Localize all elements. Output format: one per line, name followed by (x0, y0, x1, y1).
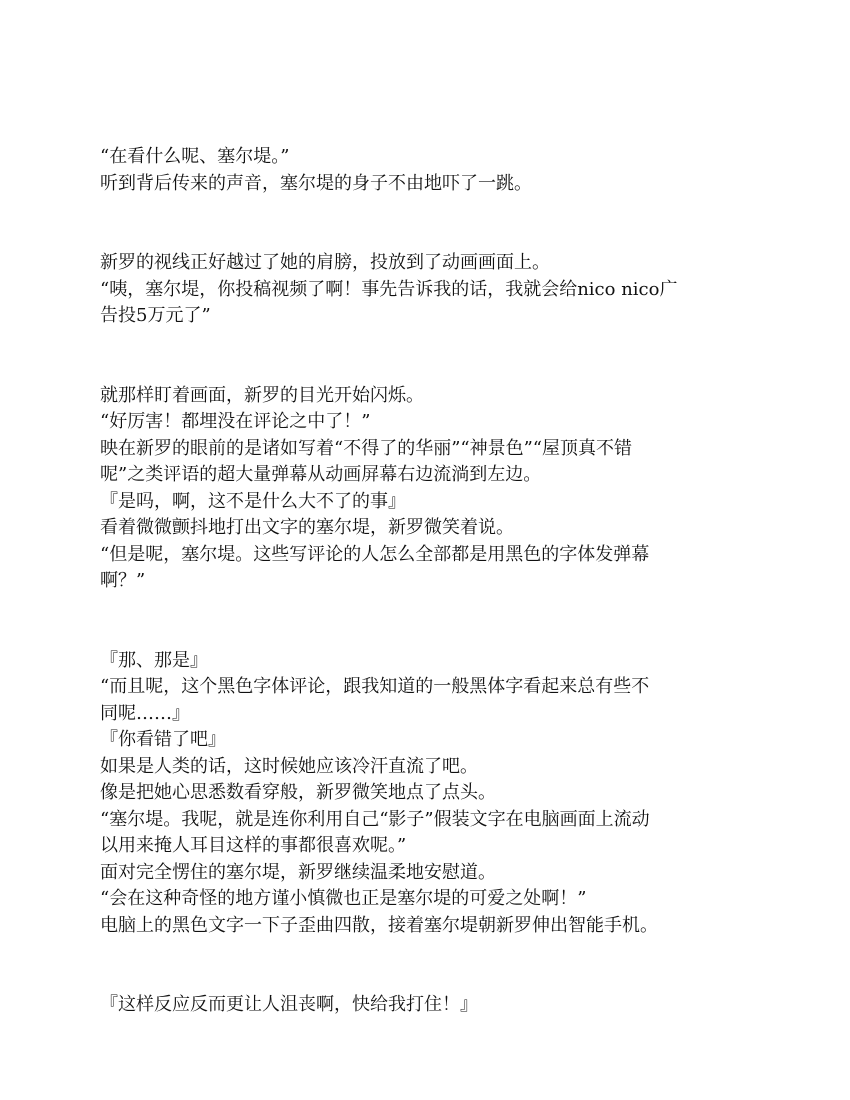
text-line: 『你看错了吧』 (100, 729, 226, 750)
text-line: 同呢……』 (100, 702, 190, 724)
paragraph-4 (100, 648, 755, 940)
paragraph-gap (100, 197, 755, 250)
text-line: 就那样盯着画面，新罗的目光开始闪烁。 (100, 384, 424, 406)
text-line: “会在这种奇怪的地方谨小慎微也正是塞尔堤的可爱之处啊！” (100, 888, 587, 909)
text-line: “塞尔堤。我呢，就是连你利用自己“影子”假装文字在电脑画面上流动 (100, 808, 650, 830)
text-line: “好厉害！都埋没在评论之中了！” (100, 411, 371, 432)
paragraph-gap (100, 595, 755, 648)
paragraph-3 (100, 383, 755, 595)
text-line: 听到背后传来的声音，塞尔堤的身子不由地吓了一跳。 (100, 172, 532, 194)
text-line: 告投5万元了” (100, 305, 211, 326)
document-page (100, 144, 755, 1019)
text-line: 以用来掩人耳目这样的事都很喜欢呢。” (100, 835, 407, 856)
text-line: 『是吗，啊，这不是什么大不了的事』 (100, 490, 406, 512)
text-line: 『这样反应反而更让人沮丧啊，快给我打住！』 (100, 994, 478, 1015)
text-line: 如果是人类的话，这时候她应该冷汗直流了吧。 (100, 755, 478, 777)
paragraph-gap (100, 939, 755, 992)
text-line: 『那、那是』 (100, 649, 208, 671)
text-line: 面对完全愣住的塞尔堤，新罗继续温柔地安慰道。 (100, 861, 496, 883)
paragraph-5 (100, 992, 755, 1019)
text-line: 看着微微颤抖地打出文字的塞尔堤，新罗微笑着说。 (100, 517, 514, 538)
paragraph-gap (100, 330, 755, 383)
text-line: 呢”之类评语的超大量弹幕从动画屏幕右边流淌到左边。 (100, 464, 542, 485)
paragraph-2 (100, 250, 755, 330)
text-line: “咦，塞尔堤，你投稿视频了啊！事先告诉我的话，我就会给nico nico广 (100, 278, 678, 300)
text-line: 映在新罗的眼前的是诸如写着“不得了的华丽”“神景色”“屋顶真不错 (100, 437, 633, 459)
text-line: 啊？” (100, 570, 146, 591)
text-line: “而且呢，这个黑色字体评论，跟我知道的一般黑体字看起来总有些不 (100, 676, 650, 697)
text-line: “但是呢，塞尔堤。这些写评论的人怎么全部都是用黑色的字体发弹幕 (100, 543, 650, 565)
text-line: “在看什么呢、塞尔堤。” (100, 146, 290, 167)
paragraph-1 (100, 144, 755, 197)
text-line: 新罗的视线正好越过了她的肩膀，投放到了动画画面上。 (100, 252, 550, 273)
text-line: 电脑上的黑色文字一下子歪曲四散，接着塞尔堤朝新罗伸出智能手机。 (100, 914, 658, 936)
text-line: 像是把她心思悉数看穿般，新罗微笑地点了点头。 (100, 782, 496, 803)
